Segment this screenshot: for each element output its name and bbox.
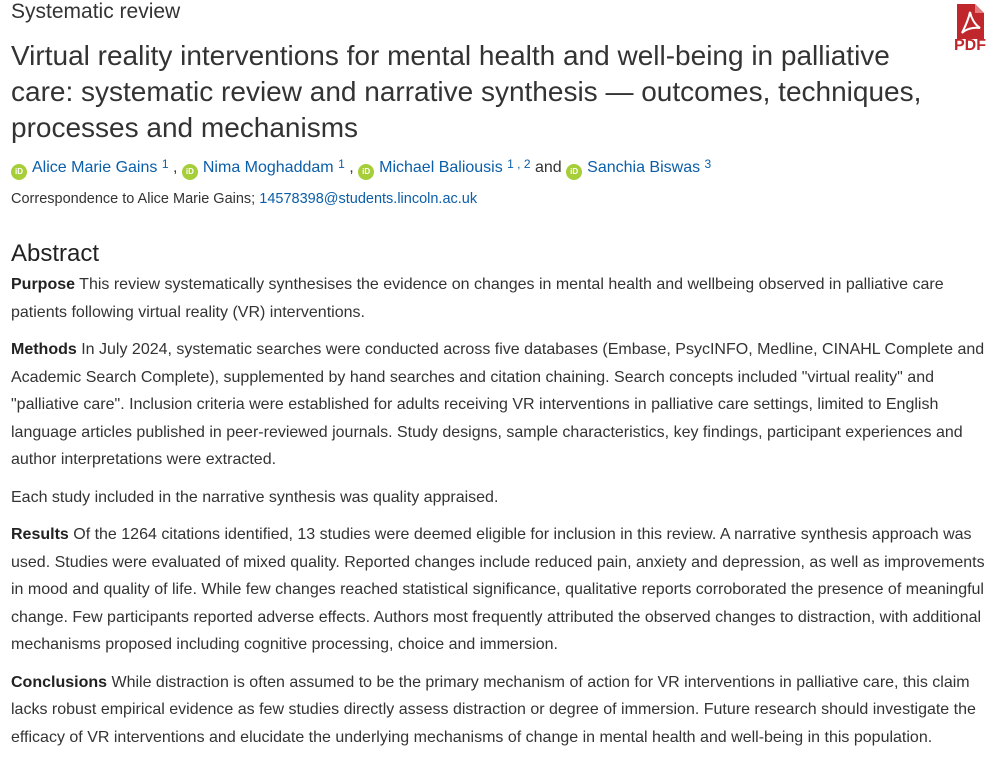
abstract-results bbox=[11, 521, 996, 659]
author-link[interactable]: Michael Baliousis bbox=[379, 159, 503, 176]
abstract-section-label: Results bbox=[11, 526, 69, 543]
author-link[interactable]: Alice Marie Gains bbox=[32, 159, 158, 176]
article-type: Systematic review bbox=[11, 0, 181, 23]
pdf-icon bbox=[951, 3, 989, 41]
orcid-icon[interactable]: iD bbox=[358, 164, 374, 180]
author-separator: and bbox=[534, 159, 562, 176]
correspondence-email-link[interactable]: 14578398@students.lincoln.ac.uk bbox=[259, 191, 478, 207]
affiliation-ref[interactable]: 3 bbox=[704, 157, 712, 171]
orcid-icon[interactable]: iD bbox=[566, 164, 582, 180]
orcid-icon[interactable]: iD bbox=[11, 164, 27, 180]
pdf-label: PDF bbox=[954, 37, 986, 54]
abstract-heading: Abstract bbox=[11, 240, 100, 267]
abstract-section-text: Each study included in the narrative synthesis was quality appraised. bbox=[11, 488, 499, 506]
author-link[interactable]: Nima Moghaddam bbox=[202, 159, 334, 176]
abstract-conclusions bbox=[11, 669, 996, 752]
correspondence-text: Correspondence to Alice Marie Gains; bbox=[11, 191, 256, 207]
pdf-download-button[interactable] bbox=[948, 3, 992, 59]
author-list bbox=[11, 159, 711, 180]
author-separator: , bbox=[172, 159, 178, 176]
affiliation-ref[interactable]: 1 bbox=[161, 157, 169, 171]
author-link[interactable]: Sanchia Biswas bbox=[587, 159, 701, 176]
abstract-section-text: Of the 1264 citations identified, 13 studies were deemed eligible for inclusion in this review. A narrative synthesis approach was used. Studies were evaluated of mixed quality. Reported changes include reduced pain, anxiety and depression, as well as improvements in mood and quality of life. While few changes reached statistical significance, qualitative reports corroborated the presence of meaningful change. Few participants reported adverse effects. Authors most frequently attributed the observed changes to distraction, with additional mechanisms proposed including cognitive processing, choice and immersion. bbox=[11, 526, 985, 653]
correspondence bbox=[11, 191, 477, 207]
abstract-methods bbox=[11, 336, 996, 474]
abstract-section-text: In July 2024, systematic searches were conducted across five databases (Embase, PsycINFO, Medline, CINAHL Complete and Academic Search Complete), supplemented by hand searches and citation chaining. Search concepts included "virtual reality" and "palliative care". Inclusion criteria were established for adults receiving VR interventions in palliative care settings, limited to English language articles published in peer-reviewed journals. Study designs, sample characteristics, key findings, participant experiences and author interpretations were extracted. bbox=[11, 341, 985, 468]
affiliation-ref[interactable]: 1 bbox=[338, 157, 345, 171]
author-separator: , bbox=[349, 159, 354, 176]
affiliation-ref[interactable]: 1 , 2 bbox=[507, 157, 531, 171]
abstract-section-text: This review systematically synthesises the evidence on changes in mental health and wellbeing observed in palliative care patients following virtual reality (VR) interventions. bbox=[11, 276, 944, 321]
abstract-section-text: While distraction is often assumed to be the primary mechanism of action for VR interventions in palliative care, this claim lacks robust empirical evidence as few studies directly assess distraction or degree of immersion. Future research should investigate the efficacy of VR interventions and elucidate the underlying mechanisms of change in mental health and well-being in this population. bbox=[11, 673, 976, 746]
abstract-section-label: Methods bbox=[11, 341, 77, 358]
abstract-section-label: Purpose bbox=[11, 276, 76, 293]
abstract-methods-note bbox=[11, 484, 996, 512]
abstract-section-label: Conclusions bbox=[11, 673, 108, 691]
orcid-icon[interactable]: iD bbox=[182, 164, 198, 180]
article-title: Virtual reality interventions for mental health and well-being in palliative care: systematic review and narrative synthesis — outcomes, techniques, processes and mechanisms bbox=[11, 40, 922, 143]
abstract-body bbox=[11, 271, 996, 761]
abstract-purpose bbox=[11, 271, 996, 326]
